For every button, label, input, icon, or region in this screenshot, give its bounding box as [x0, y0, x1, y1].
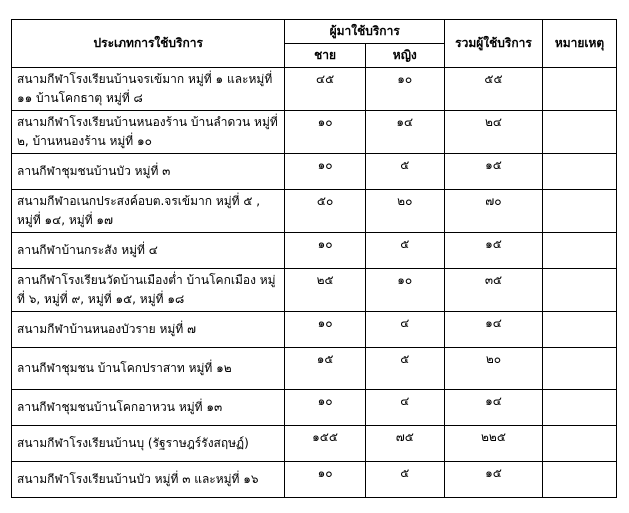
service-name-cell: ลานกีฬาชุมชน บ้านโคกปราสาท หมู่ที่ ๑๒ — [12, 348, 285, 390]
note-cell — [543, 348, 617, 390]
table-row — [12, 111, 617, 154]
table-row — [12, 390, 617, 426]
header-male: ชาย — [285, 44, 365, 68]
male-count-cell: ๔๕ — [285, 68, 365, 111]
service-name-cell: สนามกีฬาโรงเรียนบ้านบัว หมู่ที่ ๓ และหมู่ที่ ๑๖ — [12, 462, 285, 498]
note-cell — [543, 111, 617, 154]
female-count-cell: ๑๐ — [365, 68, 444, 111]
note-cell — [543, 190, 617, 233]
table-row — [12, 312, 617, 348]
male-count-cell: ๑๐ — [285, 111, 365, 154]
male-count-cell: ๑๐ — [285, 233, 365, 269]
service-name-cell: ลานกีฬาชุมชนบ้านบัว หมู่ที่ ๓ — [12, 154, 285, 190]
male-count-cell: ๑๐ — [285, 390, 365, 426]
female-count-cell: ๗๕ — [365, 426, 444, 462]
header-female: หญิง — [365, 44, 444, 68]
female-count-cell: ๕ — [365, 348, 444, 390]
total-count-cell: ๒๒๕ — [444, 426, 542, 462]
female-count-cell: ๕ — [365, 462, 444, 498]
note-cell — [543, 426, 617, 462]
total-count-cell: ๒๔ — [444, 111, 542, 154]
table-row — [12, 233, 617, 269]
female-count-cell: ๑๐ — [365, 269, 444, 312]
header-users: ผู้มาใช้บริการ — [285, 20, 444, 44]
total-count-cell: ๓๕ — [444, 269, 542, 312]
note-cell — [543, 154, 617, 190]
service-name-cell: สนามกีฬาโรงเรียนบ้านบุ (รัฐราษฎร์รังสฤษฏ์) — [12, 426, 285, 462]
female-count-cell: ๔ — [365, 312, 444, 348]
male-count-cell: ๑๐ — [285, 154, 365, 190]
male-count-cell: ๑๕๕ — [285, 426, 365, 462]
service-name-cell: สนามกีฬาโรงเรียนบ้านหนองร้าน บ้านลำดวน หมู่ที่ ๒, บ้านหนองร้าน หมู่ที่ ๑๐ — [12, 111, 285, 154]
total-count-cell: ๑๕ — [444, 233, 542, 269]
service-usage-table — [11, 19, 617, 498]
table-row — [12, 426, 617, 462]
table-row — [12, 154, 617, 190]
note-cell — [543, 312, 617, 348]
header-service-type: ประเภทการใช้บริการ — [12, 20, 285, 68]
female-count-cell: ๑๔ — [365, 111, 444, 154]
table-row — [12, 462, 617, 498]
total-count-cell: ๗๐ — [444, 190, 542, 233]
note-cell — [543, 233, 617, 269]
note-cell — [543, 390, 617, 426]
male-count-cell: ๒๕ — [285, 269, 365, 312]
female-count-cell: ๕ — [365, 154, 444, 190]
female-count-cell: ๕ — [365, 233, 444, 269]
service-name-cell: สนามกีฬาบ้านหนองบัวราย หมู่ที่ ๗ — [12, 312, 285, 348]
service-name-cell: สนามกีฬาโรงเรียนบ้านจรเข้มาก หมู่ที่ ๑ และหมู่ที่ ๑๑ บ้านโคกธาตุ หมู่ที่ ๘ — [12, 68, 285, 111]
female-count-cell: ๔ — [365, 390, 444, 426]
table-row — [12, 68, 617, 111]
table-row — [12, 269, 617, 312]
male-count-cell: ๑๕ — [285, 348, 365, 390]
female-count-cell: ๒๐ — [365, 190, 444, 233]
header-note: หมายเหตุ — [543, 20, 617, 68]
male-count-cell: ๑๐ — [285, 462, 365, 498]
male-count-cell: ๕๐ — [285, 190, 365, 233]
service-name-cell: ลานกีฬาบ้านกระสัง หมู่ที่ ๔ — [12, 233, 285, 269]
total-count-cell: ๑๕ — [444, 154, 542, 190]
service-name-cell: สนามกีฬาอเนกประสงค์อบต.จรเข้มาก หมู่ที่ ๕ , หมู่ที่ ๑๔, หมู่ที่ ๑๗ — [12, 190, 285, 233]
total-count-cell: ๒๐ — [444, 348, 542, 390]
total-count-cell: ๑๔ — [444, 312, 542, 348]
header-total: รวมผู้ใช้บริการ — [444, 20, 542, 68]
table-row — [12, 190, 617, 233]
service-name-cell: ลานกีฬาโรงเรียนวัดบ้านเมืองต่ำ บ้านโคกเมือง หมู่ที่ ๖, หมู่ที่ ๙, หมู่ที่ ๑๕, หมู่ที่ ๑๘ — [12, 269, 285, 312]
total-count-cell: ๑๔ — [444, 390, 542, 426]
total-count-cell: ๕๕ — [444, 68, 542, 111]
total-count-cell: ๑๕ — [444, 462, 542, 498]
note-cell — [543, 269, 617, 312]
note-cell — [543, 68, 617, 111]
table-row — [12, 348, 617, 390]
note-cell — [543, 462, 617, 498]
male-count-cell: ๑๐ — [285, 312, 365, 348]
service-name-cell: ลานกีฬาชุมชนบ้านโคกอาหวน หมู่ที่ ๑๓ — [12, 390, 285, 426]
